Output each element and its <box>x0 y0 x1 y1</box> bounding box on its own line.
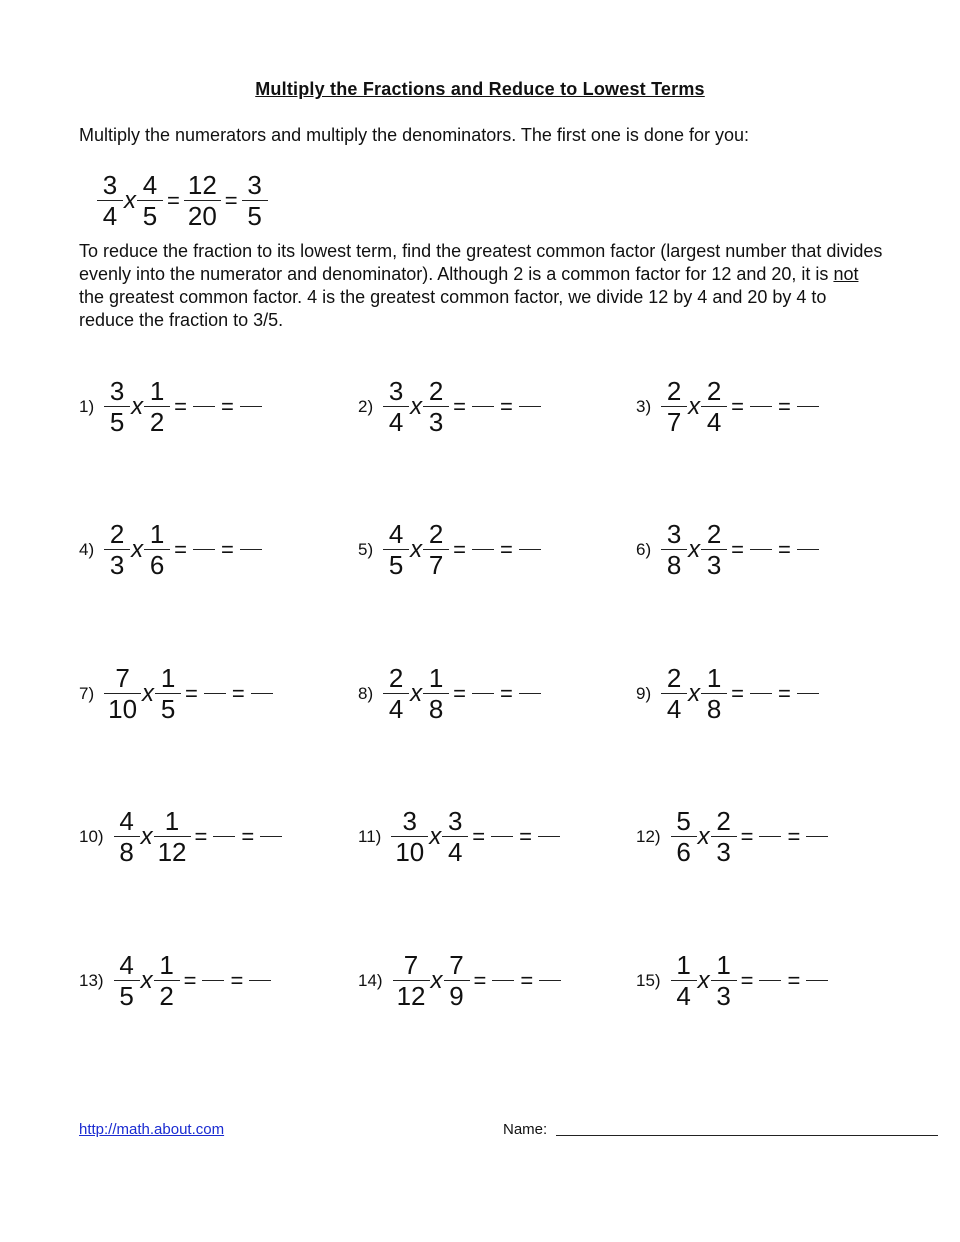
problem-number: 4) <box>79 539 95 559</box>
answer-blank[interactable] <box>193 549 215 550</box>
fraction-b <box>144 376 170 437</box>
denominator: 3 <box>716 981 731 1011</box>
denominator: 8 <box>119 837 134 867</box>
equals-sign: = <box>499 680 513 706</box>
numerator: 2 <box>428 519 444 549</box>
answer-blank[interactable] <box>240 549 262 550</box>
numerator: 4 <box>119 806 134 836</box>
answer-blank[interactable] <box>519 406 541 407</box>
denominator: 4 <box>676 981 691 1011</box>
answer-blank[interactable] <box>193 406 215 407</box>
equals-sign: = <box>777 536 791 562</box>
equals-sign: = <box>731 536 744 562</box>
numerator: 3 <box>109 376 125 406</box>
problem-number: 7) <box>79 683 95 703</box>
answer-blank[interactable] <box>538 836 560 837</box>
equals-sign: = <box>220 393 234 419</box>
answer-blank[interactable] <box>202 980 224 981</box>
denominator: 5 <box>142 201 158 231</box>
fraction-b <box>711 806 737 867</box>
times-sign: x <box>131 392 144 420</box>
equals-sign: = <box>167 187 180 213</box>
times-sign: x <box>429 822 442 850</box>
denominator: 5 <box>160 694 176 724</box>
name-field[interactable] <box>556 1135 938 1136</box>
fraction-b <box>444 950 470 1011</box>
denominator: 3 <box>428 407 444 437</box>
numerator: 2 <box>666 376 682 406</box>
fraction-b <box>701 376 727 437</box>
equals-sign: = <box>520 967 534 993</box>
answer-blank[interactable] <box>240 406 262 407</box>
fraction-a <box>661 376 687 437</box>
answer-blank[interactable] <box>213 836 235 837</box>
problem-11 <box>358 806 562 867</box>
denominator: 4 <box>666 694 682 724</box>
times-sign: x <box>697 966 710 994</box>
equals-sign: = <box>740 967 754 993</box>
equals-sign: = <box>174 536 187 562</box>
answer-blank[interactable] <box>491 836 513 837</box>
fraction-b <box>155 663 181 724</box>
fraction-a <box>383 519 409 580</box>
problem-number: 2) <box>358 396 374 416</box>
problem-number: 9) <box>636 683 652 703</box>
denominator: 6 <box>676 837 691 867</box>
problem-10 <box>79 806 284 867</box>
problem-8 <box>358 663 543 724</box>
problem-4 <box>79 519 264 580</box>
denominator: 8 <box>706 694 722 724</box>
times-sign: x <box>131 535 144 563</box>
denominator: 5 <box>119 981 134 1011</box>
fraction-a <box>104 519 130 580</box>
times-sign: x <box>688 535 701 563</box>
problem-number: 3) <box>636 396 652 416</box>
equals-sign: = <box>777 393 791 419</box>
problem-number: 11) <box>358 826 382 846</box>
equals-sign: = <box>472 823 486 849</box>
answer-blank[interactable] <box>750 693 772 694</box>
equals-sign: = <box>740 823 754 849</box>
example-fraction-a <box>97 170 123 231</box>
answer-blank[interactable] <box>759 836 781 837</box>
page-title: Multiply the Fractions and Reduce to Lowest Terms <box>255 79 705 99</box>
answer-blank[interactable] <box>797 693 819 694</box>
numerator: 1 <box>160 663 176 693</box>
times-sign: x <box>688 392 701 420</box>
denominator: 10 <box>395 837 425 867</box>
times-sign: x <box>697 822 710 850</box>
equals-sign: = <box>230 967 244 993</box>
times-sign: x <box>410 535 423 563</box>
problem-15 <box>636 950 830 1011</box>
example-expression <box>97 170 268 231</box>
times-sign: x <box>142 679 155 707</box>
times-sign: x <box>140 966 153 994</box>
fraction-b <box>154 950 180 1011</box>
numerator: 1 <box>428 663 444 693</box>
denominator: 6 <box>149 550 165 580</box>
times-sign: x <box>410 679 423 707</box>
equals-sign: = <box>731 393 744 419</box>
problem-14 <box>358 950 563 1011</box>
equals-sign: = <box>787 823 801 849</box>
times-sign: x <box>140 822 153 850</box>
denominator: 5 <box>247 201 262 231</box>
numerator: 2 <box>109 519 125 549</box>
numerator: 1 <box>706 663 722 693</box>
equals-sign: = <box>185 680 198 706</box>
times-sign: x <box>124 186 136 214</box>
numerator: 4 <box>119 950 134 980</box>
name-label: Name: <box>503 1121 548 1138</box>
example-product <box>184 170 221 231</box>
problem-13 <box>79 950 273 1011</box>
problem-number: 1) <box>79 396 95 416</box>
fraction-a <box>104 663 141 724</box>
fraction-a <box>661 519 687 580</box>
numerator: 5 <box>676 806 691 836</box>
example-fraction-b <box>137 170 163 231</box>
fraction-b <box>442 806 468 867</box>
answer-blank[interactable] <box>750 406 772 407</box>
equals-sign: = <box>224 187 238 213</box>
fraction-b <box>701 663 727 724</box>
numerator: 3 <box>388 376 404 406</box>
answer-blank[interactable] <box>472 406 494 407</box>
problem-6 <box>636 519 821 580</box>
fraction-a <box>104 376 130 437</box>
answer-blank[interactable] <box>539 980 561 981</box>
numerator: 3 <box>247 170 262 200</box>
denominator: 3 <box>706 550 722 580</box>
numerator: 7 <box>403 950 419 980</box>
answer-blank[interactable] <box>519 549 541 550</box>
denominator: 4 <box>706 407 722 437</box>
times-sign: x <box>410 392 423 420</box>
answer-blank[interactable] <box>249 980 271 981</box>
times-sign: x <box>430 966 443 994</box>
denominator: 7 <box>666 407 682 437</box>
fraction-a <box>383 376 409 437</box>
fraction-b <box>154 806 191 867</box>
fraction-a <box>393 950 430 1011</box>
equals-sign: = <box>499 393 513 419</box>
fraction-b <box>423 519 449 580</box>
explanation-text: To reduce the fraction to its lowest term, find the greatest common factor (largest number that divides evenly into the numerator and denominator). Although 2 is a common factor for 12 and 20, it is <box>79 241 883 284</box>
denominator: 2 <box>149 407 165 437</box>
problem-number: 15) <box>636 970 661 990</box>
emphasis-text: not <box>833 264 859 284</box>
denominator: 10 <box>108 694 138 724</box>
denominator: 12 <box>157 837 187 867</box>
problem-number: 13) <box>79 970 104 990</box>
numerator: 3 <box>402 806 417 836</box>
denominator: 8 <box>666 550 682 580</box>
answer-blank[interactable] <box>759 980 781 981</box>
numerator: 2 <box>706 376 722 406</box>
fraction-a <box>383 663 409 724</box>
footer-link[interactable]: http://math.about.com <box>79 1121 225 1138</box>
problem-3 <box>636 376 821 437</box>
denominator: 3 <box>716 837 731 867</box>
answer-blank[interactable] <box>806 836 828 837</box>
denominator: 2 <box>159 981 174 1011</box>
denominator: 8 <box>428 694 444 724</box>
fraction-a <box>114 806 140 867</box>
answer-blank[interactable] <box>806 980 828 981</box>
numerator: 12 <box>187 170 217 200</box>
problem-number: 12) <box>636 826 661 846</box>
answer-blank[interactable] <box>204 693 226 694</box>
equals-sign: = <box>499 536 513 562</box>
numerator: 4 <box>388 519 404 549</box>
numerator: 2 <box>428 376 444 406</box>
fraction-b <box>423 376 449 437</box>
numerator: 3 <box>102 170 118 200</box>
denominator: 12 <box>396 981 426 1011</box>
fraction-b <box>701 519 727 580</box>
problem-5 <box>358 519 543 580</box>
problem-number: 14) <box>358 970 383 990</box>
equals-sign: = <box>519 823 532 849</box>
numerator: 1 <box>149 376 165 406</box>
denominator: 5 <box>109 407 125 437</box>
answer-blank[interactable] <box>797 549 819 550</box>
numerator: 2 <box>388 663 404 693</box>
fraction-a <box>114 950 140 1011</box>
numerator: 1 <box>164 806 180 836</box>
explanation-paragraph <box>79 240 884 332</box>
numerator: 3 <box>448 806 463 836</box>
equals-sign: = <box>777 680 791 706</box>
numerator: 1 <box>159 950 174 980</box>
equals-sign: = <box>453 680 466 706</box>
equals-sign: = <box>174 393 187 419</box>
fraction-b <box>711 950 737 1011</box>
problem-1 <box>79 376 264 437</box>
answer-blank[interactable] <box>750 549 772 550</box>
equals-sign: = <box>220 536 234 562</box>
equals-sign: = <box>453 536 466 562</box>
problem-7 <box>79 663 275 724</box>
denominator: 9 <box>449 981 464 1011</box>
fraction-a <box>671 950 697 1011</box>
problem-number: 8) <box>358 683 374 703</box>
equals-sign: = <box>453 393 466 419</box>
answer-blank[interactable] <box>472 549 494 550</box>
fraction-b <box>423 663 449 724</box>
denominator: 4 <box>448 837 463 867</box>
denominator: 4 <box>102 201 118 231</box>
equals-sign: = <box>194 823 208 849</box>
instructions: Multiply the numerators and multiply the denominators. The first one is done for you: <box>79 125 750 145</box>
denominator: 4 <box>388 407 404 437</box>
numerator: 7 <box>449 950 464 980</box>
fraction-a <box>661 663 687 724</box>
problem-number: 6) <box>636 539 652 559</box>
fraction-b <box>144 519 170 580</box>
equals-sign: = <box>231 680 245 706</box>
problem-2 <box>358 376 543 437</box>
denominator: 4 <box>388 694 404 724</box>
numerator: 1 <box>676 950 691 980</box>
explanation-text: the greatest common factor. 4 is the greatest common factor, we divide 12 by 4 and 20 by 4 to reduce the fraction to 3/5. <box>79 287 827 330</box>
denominator: 5 <box>388 550 404 580</box>
equals-sign: = <box>241 823 255 849</box>
problem-number: 10) <box>79 826 104 846</box>
numerator: 2 <box>716 806 731 836</box>
answer-blank[interactable] <box>260 836 282 837</box>
fraction-a <box>391 806 428 867</box>
numerator: 1 <box>716 950 731 980</box>
problem-number: 5) <box>358 539 374 559</box>
times-sign: x <box>688 679 701 707</box>
equals-sign: = <box>473 967 487 993</box>
example-reduced <box>242 170 268 231</box>
numerator: 1 <box>149 519 165 549</box>
answer-blank[interactable] <box>492 980 514 981</box>
numerator: 3 <box>666 519 682 549</box>
answer-blank[interactable] <box>519 693 541 694</box>
equals-sign: = <box>731 680 744 706</box>
numerator: 2 <box>706 519 722 549</box>
denominator: 20 <box>187 201 217 231</box>
problem-9 <box>636 663 821 724</box>
numerator: 7 <box>115 663 130 693</box>
numerator: 4 <box>142 170 158 200</box>
answer-blank[interactable] <box>251 693 273 694</box>
fraction-a <box>671 806 697 867</box>
equals-sign: = <box>183 967 197 993</box>
answer-blank[interactable] <box>797 406 819 407</box>
equals-sign: = <box>787 967 801 993</box>
denominator: 7 <box>428 550 444 580</box>
denominator: 3 <box>109 550 125 580</box>
numerator: 2 <box>666 663 682 693</box>
problem-12 <box>636 806 830 867</box>
answer-blank[interactable] <box>472 693 494 694</box>
